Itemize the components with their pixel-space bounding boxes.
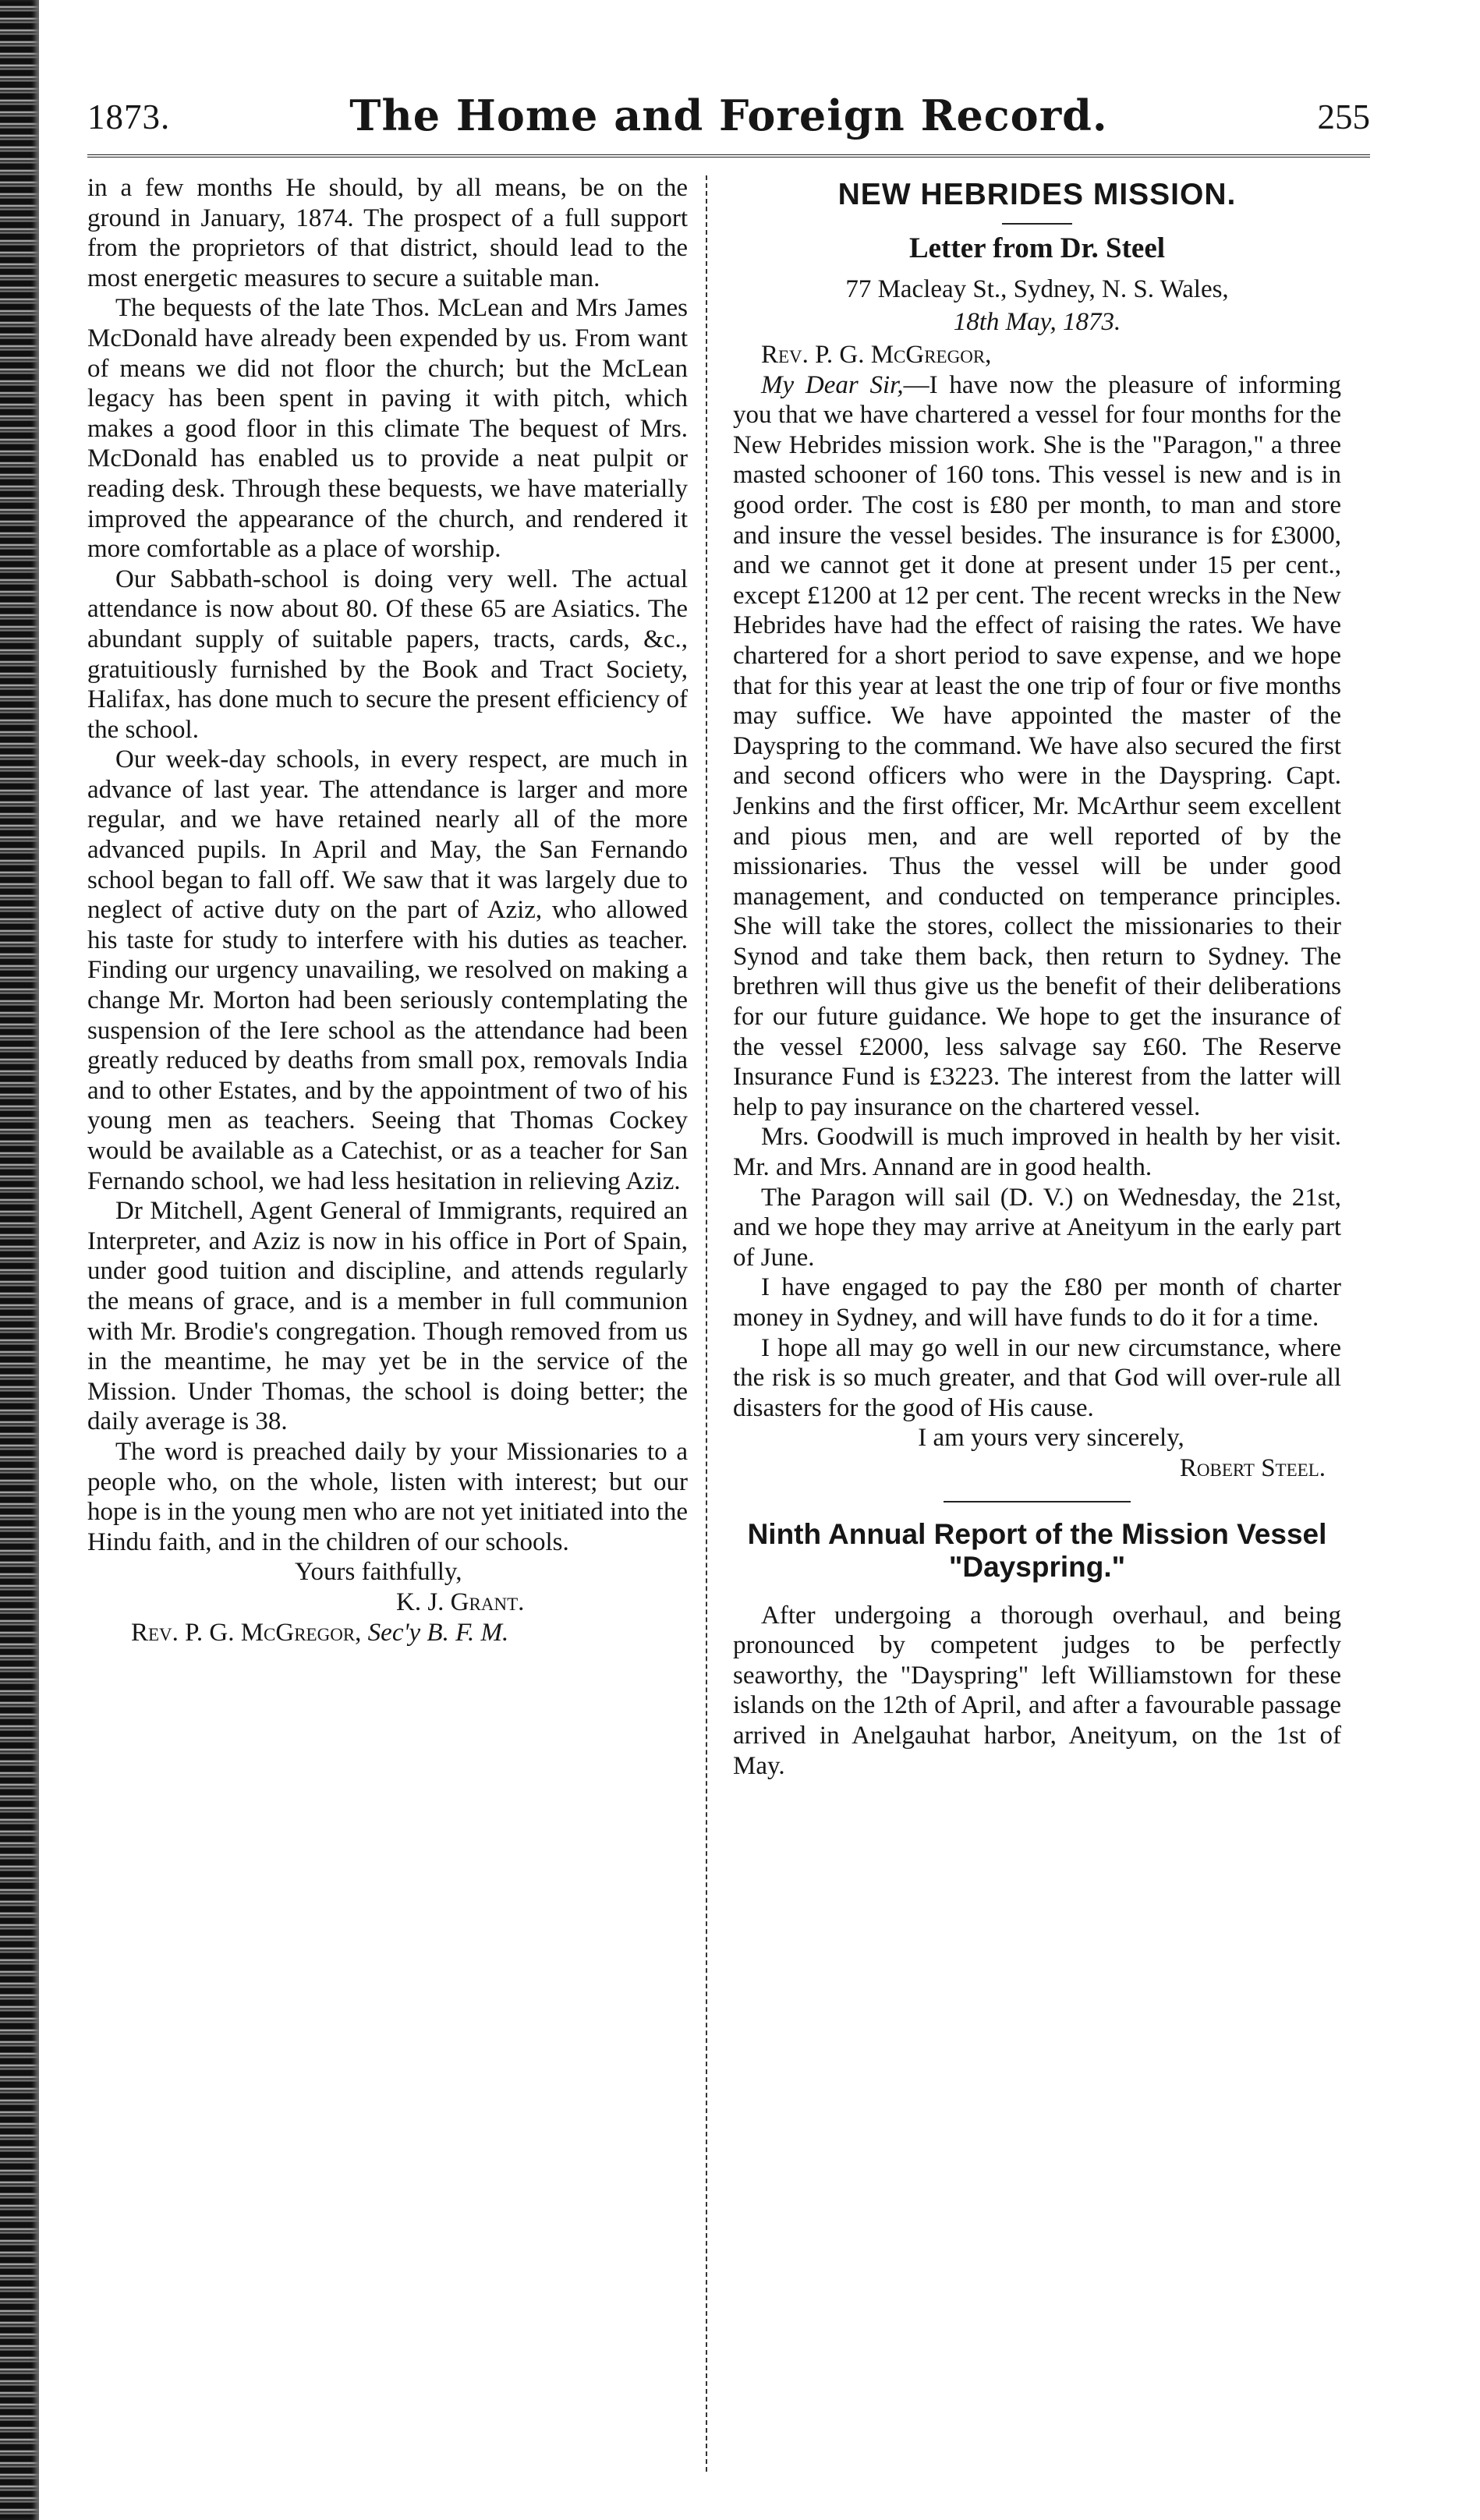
left-signer: K. J. Grant. bbox=[396, 1587, 525, 1616]
journal-title: The Home and Foreign Record. bbox=[349, 90, 1108, 140]
right-column bbox=[733, 173, 1341, 1781]
right-signer: Robert Steel. bbox=[1179, 1453, 1326, 1482]
left-paragraph-1: in a few months He should, by all means, be on the ground in January, 1874. The prospect of a full support from the proprietors of that district, should lead to the most energetic measures to secure a suitable man. bbox=[87, 174, 688, 292]
header-year: 1873. bbox=[87, 97, 171, 136]
right-paragraph-5: I hope all may go well in our new circumstance, where the risk is so much greater, and that God will over-rule all disasters for the good of His cause. bbox=[733, 1333, 1341, 1422]
right-paragraph-4: I have engaged to pay the £80 per month of charter money in Sydney, and will have funds to do it for a time. bbox=[733, 1273, 1341, 1332]
right-paragraph-3: The Paragon will sail (D. V.) on Wednesday, the 21st, and we hope they may arrive at Aneityum in the early part of June. bbox=[733, 1183, 1341, 1272]
page-number: 255 bbox=[1317, 97, 1370, 136]
header-rule bbox=[87, 154, 1370, 158]
letter-body-1: —I have now the pleasure of informing you that we have chartered a vessel for four months for the New Hebrides mission work. She is the "Paragon," a three masted schooner of 160 tons. This vessel is new and is in good order. The cost is £80 per month, to man and store and insure the vessel besides. The insurance is for £3000, and we cannot get it done at present under 15 per cent., except £1200 at 12 per cent. The recent wrecks in the New Hebrides have had the effect of raising the rates. We have chartered for a short period to save expense, and we hope that for this year at least the one trip of four or five months may suffice. We have appointed the master of the Dayspring to the command. We have also secured the first and second officers who were in the Dayspring. Capt. Jenkins and the first officer, Mr. McArthur seem excellent and pious men, and are well reported of by the missionaries. Thus the vessel will be under good management, and conducted on temperance principles. She will take the stores, collect the missionaries to their Synod and take them back, then return to Sydney. The brethren will thus give us the benefit of their deliberations for our future guidance. We hope to get the insurance of the vessel £2000, less salvage say £60. The Reserve Insurance Fund is £3223. The interest from the latter will help to pay insurance on the chartered vessel. bbox=[733, 370, 1341, 1121]
right-paragraph-2: Mrs. Goodwill is much improved in health by her visit. Mr. and Mrs. Annand are in good health. bbox=[733, 1123, 1341, 1182]
left-recipient-name: Rev. P. G. McGregor, bbox=[131, 1618, 368, 1647]
letter-date bbox=[733, 307, 1341, 337]
letter-salutation: My Dear Sir, bbox=[761, 370, 904, 399]
heading-rule bbox=[1002, 223, 1072, 225]
letter-heading: Letter from Dr. Steel bbox=[908, 232, 1166, 264]
left-recipient-title: Sec'y B. F. M. bbox=[367, 1618, 509, 1647]
left-paragraph-4: Our week-day schools, in every respect, are much in advance of last year. The attendance is larger and more regular, and we have retained nearly all of the more advanced pupils. In April and May, the San Fernando school began to fall off. We saw that it was largely due to neglect of active duty on the part of Aziz, who allowed his taste for study to interfere with his duties as teacher. Finding our urgency unavailing, we resolved on making a change Mr. Morton had been seriously contemplating the suspension of the Iere school as the attendance had been greatly reduced by deaths from small pox, removals India and to other Estates, and by the appointment of two of his young men as teachers. Seeing that Thomas Cockey would be available as a Catechist, or as a teacher for San Fernando school, we had less hesitation in relieving Aziz. bbox=[87, 745, 688, 1195]
left-column bbox=[87, 173, 688, 1648]
letter-address: 77 Macleay St., Sydney, N. S. Wales, bbox=[845, 275, 1229, 303]
section-heading: NEW HEBRIDES MISSION. bbox=[837, 178, 1237, 211]
column-divider bbox=[706, 175, 707, 2472]
running-header bbox=[87, 90, 1370, 147]
letter-recipient: Rev. P. G. McGregor, bbox=[761, 341, 992, 369]
right-paragraph-1 bbox=[733, 370, 1341, 1123]
letter-date-text: 18th May, 1873. bbox=[953, 308, 1121, 336]
left-paragraph-3: Our Sabbath-school is doing very well. The actual attendance is now about 80. Of these 65 are Asiatics. The abundant supply of suitable papers, tracts, cards, &c., gratuitiously furnished by the Book and Tract Society, Halifax, has done much to secure the present efficiency of the school. bbox=[87, 565, 688, 744]
left-closing: Yours faithfully, bbox=[295, 1558, 462, 1587]
report-heading: Ninth Annual Report of the Mission Vessel "Dayspring." bbox=[747, 1517, 1327, 1583]
left-paragraph-2: The bequests of the late Thos. McLean and Mrs James McDonald have already been expended by us. From want of means we did not floor the church; but the McLean legacy has been spent in paving it with pitch, which makes a good floor in this climate The bequest of Mrs. McDonald has enabled us to provide a neat pulpit or reading desk. Through these bequests, we have materially improved the appearance of the church, and rendered it more comfortable as a place of worship. bbox=[87, 294, 688, 564]
report-paragraph: After undergoing a thorough overhaul, and being pronounced by competent judges to be perfectly seaworthy, the "Dayspring" left Williamstown for these islands on the 12th of April, and after a favourable passage arrived in Anelgauhat harbor, Aneityum, on the 1st of May. bbox=[733, 1601, 1341, 1780]
section-rule bbox=[944, 1501, 1131, 1502]
right-closing: I am yours very sincerely, bbox=[918, 1424, 1184, 1453]
left-paragraph-6: The word is preached daily by your Missionaries to a people who, on the whole, listen with interest; but our hope is in the young men who are not yet initiated into the Hindu faith, and in the children of our schools. bbox=[87, 1437, 688, 1556]
left-recipient bbox=[87, 1618, 688, 1648]
left-paragraph-5: Dr Mitchell, Agent General of Immigrants, required an Interpreter, and Aziz is now in his office in Port of Spain, under good tuition and discipline, and attends regularly the means of grace, and is a member in full communion with Mr. Brodie's congregation. Though removed from us in the meantime, he may yet be in the service of the Mission. Under Thomas, the school is doing better; the daily average is 38. bbox=[87, 1197, 688, 1436]
book-binding-edge bbox=[0, 0, 39, 2520]
